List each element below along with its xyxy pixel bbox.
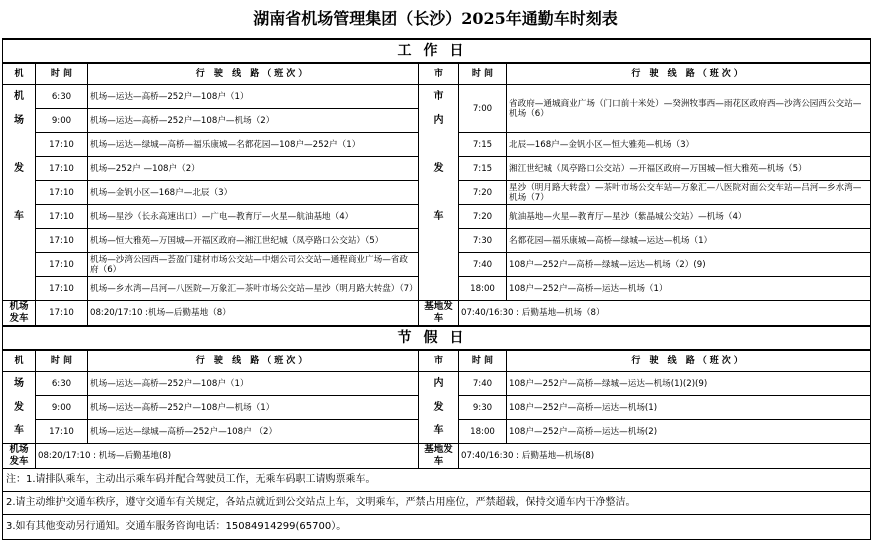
side-label: 发	[3, 396, 36, 420]
shuttle-label-airport: 机场发车	[3, 301, 36, 327]
departure-time: 18:00	[459, 420, 507, 444]
route: 机场—运达—绿城—高桥—252户—108户 （2）	[88, 420, 419, 444]
shuttle-label-airport: 机场发车	[3, 444, 36, 469]
departure-time: 17:10	[36, 205, 88, 229]
side-label: 内	[419, 109, 459, 133]
section-holiday: 节假日	[3, 326, 871, 350]
section-workday: 工作日	[3, 39, 871, 63]
route: 108户—252户—高桥—绿城—运达—机场（2）(9)	[507, 253, 871, 277]
side-label: 机	[3, 85, 36, 109]
col-header-airport: 机	[3, 63, 36, 85]
route: 机场—运达—高桥—252户—108户—机场（1）	[88, 396, 419, 420]
note-3: 3.如有其他变动另行通知。交通车服务咨询电话：15084914299(65700）。	[3, 515, 871, 540]
departure-time: 7:20	[459, 181, 507, 205]
route: 机场—沙湾公园西—荟盈门建材市场公交站—中烟公司公交站—通程商业广场—省政府（6）	[88, 253, 419, 277]
col-header-time: 时 间	[36, 63, 88, 85]
side-label: 车	[419, 205, 459, 229]
route: 机场—运达—高桥—252户—108户（1）	[88, 85, 419, 109]
route: 机场—运达—高桥—252户—108户—机场（2）	[88, 109, 419, 133]
route: 湘江世纪城（凤亭路口公交站）—开福区政府—万国城—恒大雅苑—机场（5）	[507, 157, 871, 181]
col-header-route: 行 驶 线 路（班次）	[88, 350, 419, 372]
col-header-time: 时 间	[459, 63, 507, 85]
side-label: 发	[419, 396, 459, 420]
side-label: 发	[419, 157, 459, 181]
route: 机场—金钒小区—168户—北辰（3）	[88, 181, 419, 205]
departure-time: 6:30	[36, 85, 88, 109]
route: 机场—运达—绿城—高桥—福乐康城—名都花园—108户—252户（1）	[88, 133, 419, 157]
departure-time: 17:10	[36, 253, 88, 277]
departure-time: 9:30	[459, 396, 507, 420]
side-label: 市	[419, 85, 459, 109]
departure-time: 9:00	[36, 396, 88, 420]
shuttle-route: 08:20/17:10 : 机场—后勤基地(8)	[36, 444, 419, 469]
side-label: 发	[3, 157, 36, 181]
side-label: 内	[419, 372, 459, 396]
departure-time: 17:10	[36, 301, 88, 327]
shuttle-label-base: 基地发车	[419, 301, 459, 327]
departure-time: 17:10	[36, 157, 88, 181]
departure-time: 7:40	[459, 372, 507, 396]
note-1: 注：1.请排队乘车，主动出示乘车码并配合驾驶员工作，无乘车码职工请购票乘车。	[3, 469, 871, 492]
departure-time: 17:10	[36, 420, 88, 444]
route: 机场—运达—高桥—252户—108户（1）	[88, 372, 419, 396]
route: 航油基地—火星—教育厅—星沙（紫晶城公交站）—机场（4）	[507, 205, 871, 229]
departure-time: 6:30	[36, 372, 88, 396]
departure-time: 7:15	[459, 133, 507, 157]
side-label: 场	[3, 372, 36, 396]
departure-time: 9:00	[36, 109, 88, 133]
route: 机场—恒大雅苑—万国城—开福区政府—湘江世纪城（凤亭路口公交站）（5）	[88, 229, 419, 253]
route: 108户—252户—高桥—运达—机场(2)	[507, 420, 871, 444]
page-title: 湖南省机场管理集团（长沙）2025年通勤车时刻表	[253, 9, 618, 28]
departure-time: 7:40	[459, 253, 507, 277]
side-label: 车	[3, 205, 36, 229]
departure-time: 7:15	[459, 157, 507, 181]
col-header-airport: 机	[3, 350, 36, 372]
note-2: 2.请主动维护交通车秩序，遵守交通车有关规定，各站点就近到公交站点上车，文明乘车，严禁占用座位，严禁超载，保持交通车内干净整洁。	[3, 492, 871, 515]
shuttle-route: 08:20/17:10 :机场—后勤基地（8）	[88, 301, 419, 327]
departure-time: 7:30	[459, 229, 507, 253]
route: 108户—252户—高桥—运达—机场(1)	[507, 396, 871, 420]
col-header-route: 行 驶 线 路（班次）	[507, 63, 871, 85]
route: 机场—星沙（长永高速出口）—广电—教育厅—火星—航油基地（4）	[88, 205, 419, 229]
shuttle-route: 07:40/16:30 : 后勤基地—机场（8）	[459, 301, 871, 327]
route: 机场—乡水湾—吕河—八医院—万象汇—茶叶市场公交站—星沙（明月路大转盘）（7）	[88, 277, 419, 301]
departure-time: 17:10	[36, 133, 88, 157]
departure-time: 7:00	[459, 85, 507, 133]
route: 机场—252户 —108户（2）	[88, 157, 419, 181]
route: 名都花园—福乐康城—高桥—绿城—运达—机场（1）	[507, 229, 871, 253]
shuttle-label-base: 基地发车	[419, 444, 459, 469]
col-header-city: 市	[419, 350, 459, 372]
side-label: 车	[419, 420, 459, 444]
route: 108户—252户—高桥—绿城—运达—机场(1)(2)(9)	[507, 372, 871, 396]
route: 省政府—通城商业广场（门口前十米处）—癸洲牧事西—雨花区政府西—沙湾公园西公交站—机场（6）	[507, 85, 871, 133]
timetable	[2, 38, 871, 540]
col-header-city: 市	[419, 63, 459, 85]
departure-time: 17:10	[36, 229, 88, 253]
col-header-time: 时 间	[36, 350, 88, 372]
route: 108户—252户—高桥—运达—机场（1）	[507, 277, 871, 301]
shuttle-route: 07:40/16:30 : 后勤基地—机场(8)	[459, 444, 871, 469]
departure-time: 7:20	[459, 205, 507, 229]
col-header-route: 行 驶 线 路（班次）	[88, 63, 419, 85]
col-header-route: 行 驶 线 路（班次）	[507, 350, 871, 372]
route: 北辰—168户—金钒小区—恒大雅苑—机场（3）	[507, 133, 871, 157]
departure-time: 17:10	[36, 277, 88, 301]
departure-time: 17:10	[36, 181, 88, 205]
col-header-time: 时 间	[459, 350, 507, 372]
side-label: 场	[3, 109, 36, 133]
departure-time: 18:00	[459, 277, 507, 301]
route: 星沙（明月路大转盘）—茶叶市场公交车站—万象汇—八医院对面公交车站—吕河—乡水湾—机场（7）	[507, 181, 871, 205]
side-label: 车	[3, 420, 36, 444]
